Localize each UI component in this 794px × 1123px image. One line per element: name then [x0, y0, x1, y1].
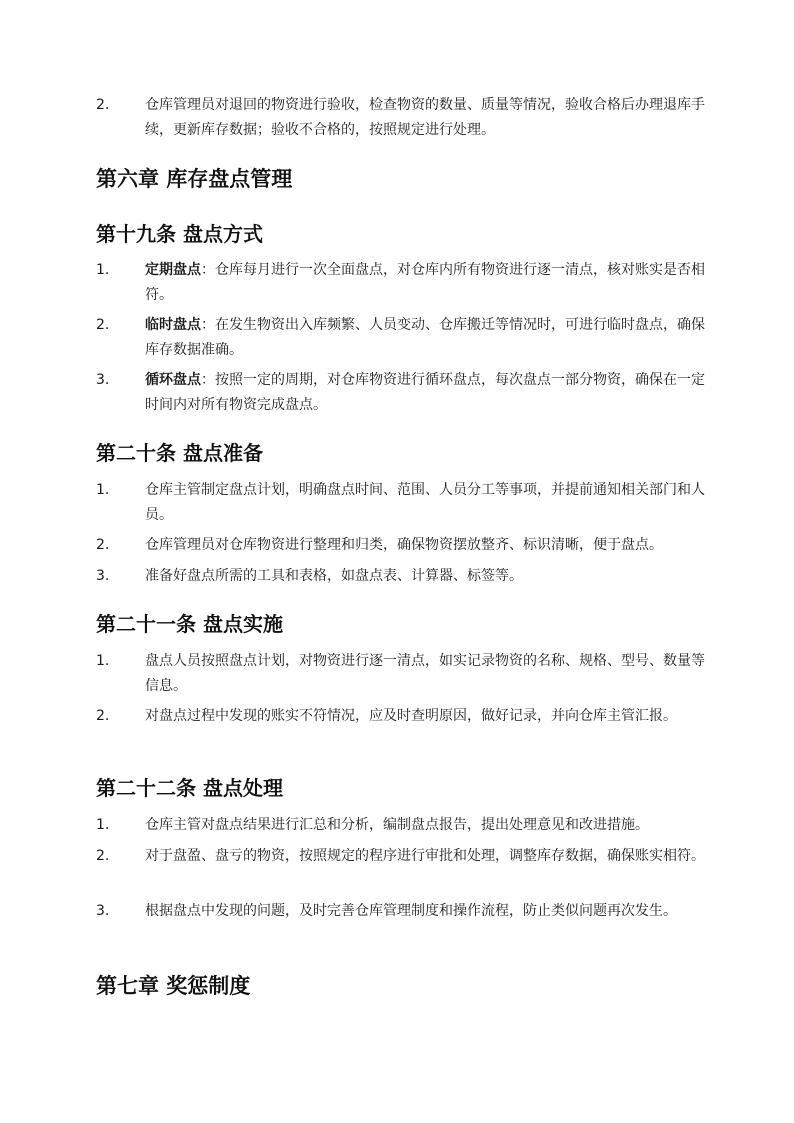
article-heading: 第二十一条 盘点实施	[96, 612, 283, 636]
list-number: 2.	[96, 708, 110, 724]
list-number: 1.	[96, 817, 110, 833]
list-text: 准备好盘点所需的工具和表格，如盘点表、计算器、标签等。	[145, 568, 523, 584]
term-description: ：在发生物资出入库频繁、人员变动、仓库搬迁等情况时，可进行临时盘点，确保库存数据准确。	[145, 317, 705, 358]
chapter-heading: 第六章 库存盘点管理	[96, 167, 293, 191]
list-text: 根据盘点中发现的问题，及时完善仓库管理制度和操作流程，防止类似问题再次发生。	[145, 903, 677, 919]
list-text: 仓库主管制定盘点计划，明确盘点时间、范围、人员分工等事项，并提前通知相关部门和人员。	[145, 482, 705, 523]
list-number: 3.	[96, 568, 110, 584]
list-number: 1.	[96, 482, 110, 498]
term-label: 临时盘点	[145, 317, 201, 333]
list-text: 仓库管理员对退回的物资进行验收，检查物资的数量、质量等情况，验收合格后办理退库手续，更新库存数据；验收不合格的，按照规定进行处理。	[145, 97, 705, 138]
list-number: 2.	[96, 97, 110, 113]
list-number: 2.	[96, 848, 110, 864]
list-number: 1.	[96, 653, 110, 669]
list-number: 3.	[96, 903, 110, 919]
list-number: 1.	[96, 262, 110, 278]
list-text: 对于盘盈、盘亏的物资，按照规定的程序进行审批和处理，调整库存数据，确保账实相符。	[145, 848, 705, 864]
term-description: ：仓库每月进行一次全面盘点，对仓库内所有物资进行逐一清点，核对账实是否相符。	[145, 262, 705, 303]
article-heading: 第二十二条 盘点处理	[96, 776, 283, 800]
article-heading: 第二十条 盘点准备	[96, 441, 263, 465]
list-text	[145, 258, 705, 308]
term-description: ：按照一定的周期，对仓库物资进行循环盘点，每次盘点一部分物资，确保在一定时间内对所有物资完成盘点。	[145, 372, 705, 413]
list-text	[145, 313, 705, 363]
list-number: 3.	[96, 372, 110, 388]
list-text: 盘点人员按照盘点计划，对物资进行逐一清点，如实记录物资的名称、规格、型号、数量等信息。	[145, 653, 705, 694]
list-text: 仓库主管对盘点结果进行汇总和分析，编制盘点报告，提出处理意见和改进措施。	[145, 817, 649, 833]
chapter-heading: 第七章 奖惩制度	[96, 974, 251, 998]
list-text: 对盘点过程中发现的账实不符情况，应及时查明原因，做好记录，并向仓库主管汇报。	[145, 708, 677, 724]
article-heading: 第十九条 盘点方式	[96, 222, 263, 246]
list-number: 2.	[96, 317, 110, 333]
list-text: 仓库管理员对仓库物资进行整理和归类，确保物资摆放整齐、标识清晰，便于盘点。	[145, 537, 663, 553]
list-number: 2.	[96, 537, 110, 553]
term-label: 循环盘点	[145, 372, 201, 388]
list-text	[145, 368, 705, 418]
term-label: 定期盘点	[145, 262, 201, 278]
